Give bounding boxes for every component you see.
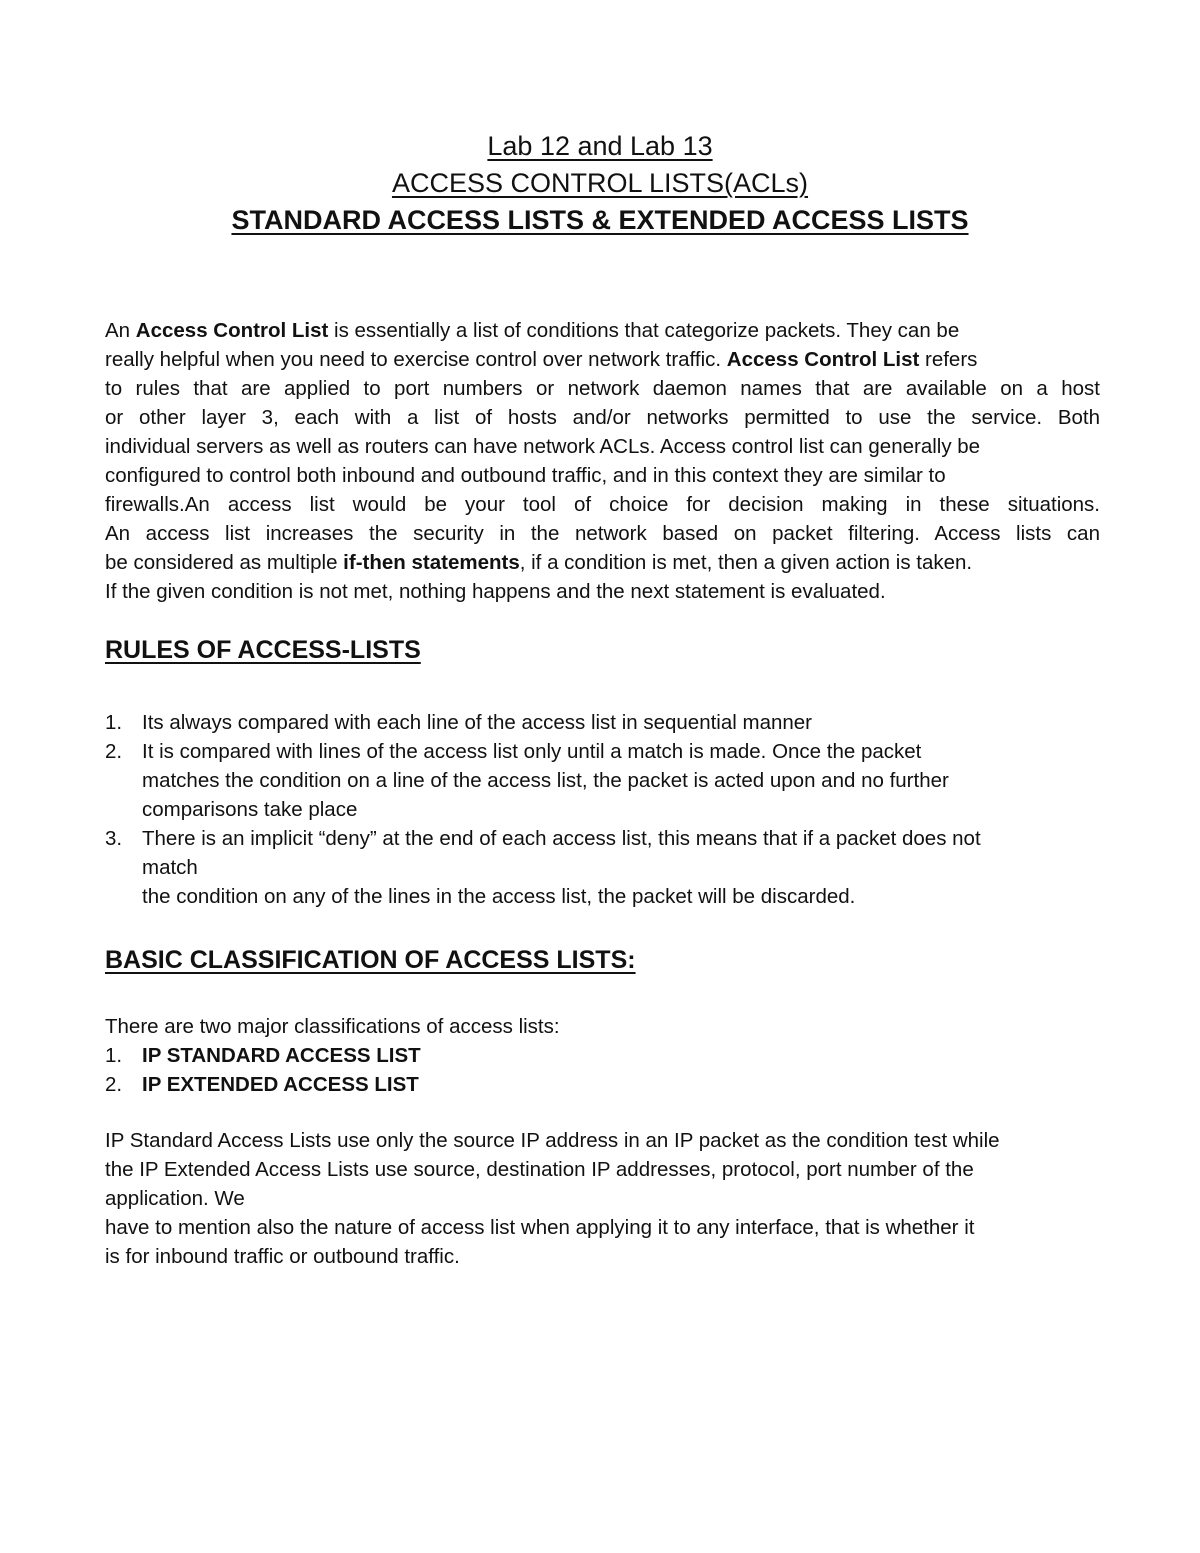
bold-term: if-then statements <box>343 551 520 574</box>
classification-list <box>105 1041 421 1099</box>
intro-line: configured to control both inbound and outbound traffic, and in this context they are similar to <box>105 464 946 487</box>
classification-intro: There are two major classifications of access lists: <box>105 1015 560 1038</box>
bold-term: Access Control List <box>726 348 920 371</box>
intro-line: be considered as multiple if-then statements, if a condition is met, then a given action is taken. <box>105 551 973 574</box>
list-item: 1. IP STANDARD ACCESS LIST <box>105 1044 421 1067</box>
title-line-2: ACCESS CONTROL LISTS(ACLs) <box>391 168 809 198</box>
intro-line: really helpful when you need to exercise control over network traffic. Access Control List refers <box>105 348 978 371</box>
classification-heading: BASIC CLASSIFICATION OF ACCESS LISTS: <box>105 946 636 974</box>
classification-paragraph: IP Standard Access Lists use only the source IP address in an IP packet as the condition test while the IP Extended Access Lists use source, destination IP addresses, protocol, port number of the application. We have to mention also the nature of access list when applying it to any interface, that is whether it is for inbound traffic or outbound traffic. <box>105 1129 1000 1268</box>
intro-paragraph <box>105 316 1100 606</box>
intro-line: to rules that are applied to port numbers or network daemon names that are available on a host <box>105 377 1100 400</box>
intro-line: An Access Control List is essentially a list of conditions that categorize packets. They can be <box>105 319 960 342</box>
title-line-3: STANDARD ACCESS LISTS & EXTENDED ACCESS LISTS <box>231 205 969 235</box>
intro-line: or other layer 3, each with a list of hosts and/or networks permitted to use the service. Both <box>105 406 1100 429</box>
title-line-1: Lab 12 and Lab 13 <box>487 131 713 161</box>
list-item: 2. IP EXTENDED ACCESS LIST <box>105 1073 419 1096</box>
intro-line: individual servers as well as routers can have network ACLs. Access control list can generally be <box>105 435 981 458</box>
intro-line: An access list increases the security in the network based on packet filtering. Access lists can <box>105 522 1100 545</box>
intro-line: If the given condition is not met, nothing happens and the next statement is evaluated. <box>105 580 886 603</box>
list-item: 1. Its always compared with each line of the access list in sequential manner <box>105 711 813 734</box>
bold-term: Access Control List <box>135 319 329 342</box>
list-item: 2. It is compared with lines of the access list only until a match is made. Once the packet matches the condition on a line of the access list, the packet is acted upon and no further comparisons take place <box>105 740 949 821</box>
intro-line: firewalls.An access list would be your tool of choice for decision making in these situations. <box>105 493 1100 516</box>
rules-heading: RULES OF ACCESS-LISTS <box>105 636 421 664</box>
list-item: 3. There is an implicit “deny” at the end of each access list, this means that if a packet does not match the condition on any of the lines in the access list, the packet will be discarded. <box>105 827 981 908</box>
rules-list <box>105 708 1105 911</box>
document-title <box>0 128 1200 239</box>
